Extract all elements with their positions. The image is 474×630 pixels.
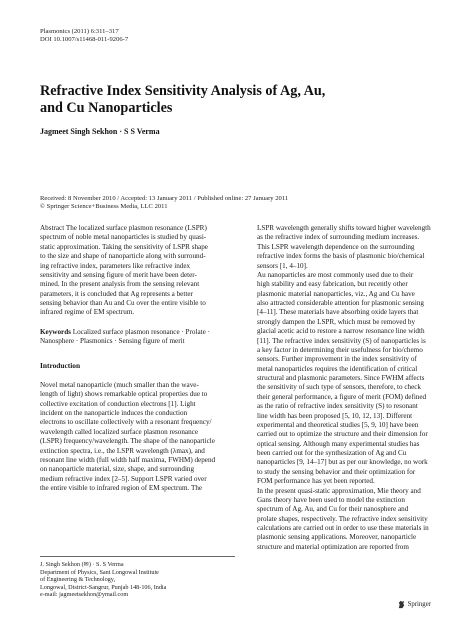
intro-line: electrons to oscillate collectively with a resonant frequency/	[40, 418, 212, 427]
body-line: been carried out for the synthesization of Ag and Cu	[257, 449, 407, 457]
body-line: as the ratio of refractive index sensitivity (S) to resonant	[257, 402, 418, 411]
body-line: FOM performance has yet been reported.	[257, 477, 375, 486]
abstract-line: spectrum of noble metal nanoparticles is studied by quasi-	[40, 233, 207, 242]
intro-line: length of light) shows remarkable optical properties due to	[40, 390, 208, 399]
intro-line: resonant line width (full width half maxima, FWHM) depend	[40, 455, 216, 464]
body-line: Au nanoparticles are most commonly used due to their	[257, 270, 414, 279]
footnote-line: J. Singh Sekhon (✉) · S. S Verma	[40, 561, 124, 568]
body-line: their general performance, a figure of merit (FOM) defined	[257, 392, 427, 401]
right-column	[257, 224, 449, 552]
keywords	[40, 328, 232, 347]
abstract-line: static approximation. Taking the sensitivity of LSPR shape	[40, 242, 208, 251]
body-line: carried out to optimize the structure and their dimension for	[257, 430, 428, 439]
body-line: [4–11]. These materials have absorbing oxide layers that	[257, 308, 419, 317]
title-line: and Cu Nanoparticles	[40, 100, 173, 116]
received-info	[40, 195, 288, 212]
body-line: [11]. The refractive index sensitivity (S) of nanoparticles is	[257, 336, 426, 345]
footnote-line: e-mail: jagmeetsekhon@ymail.com	[40, 591, 129, 599]
body-line: high stability and easy fabrication, but recently other	[257, 280, 408, 289]
body-line: optical sensing. Although many experimental studies has	[257, 439, 420, 448]
article-title	[40, 83, 370, 117]
abstract-line: Abstract The localized surface plasmon resonance (LSPR)	[40, 224, 207, 232]
body-line: sensors [1, 4–10].	[257, 261, 308, 270]
intro-line: extinction spectra, i.e., the LSPR wavelength (λmax), and	[40, 446, 205, 455]
intro-line: collective excitation of conduction electrons [1]. Light	[40, 399, 196, 408]
footnote-line: Department of Physics, Sant Longowal Institute	[40, 568, 159, 576]
keywords-line: Nanosphere · Plasmonics · Sensing figure of merit	[40, 337, 185, 346]
body-line: also attracted considerable attention for plasmonic sensing	[257, 299, 424, 307]
keywords-line	[40, 328, 232, 337]
abstract-line: infrared regime of EM spectrum.	[40, 308, 135, 317]
body-line: calculations are carried out in order to use these materials in	[257, 524, 429, 532]
body-line: prolate shapes, respectively. The refractive index sensitivity	[257, 514, 428, 523]
left-column	[40, 224, 232, 493]
section-heading: Introduction	[40, 360, 81, 370]
author-affiliation-footnote	[40, 556, 235, 599]
abstract-line: parameters, it is concluded that Ag represents a better	[40, 289, 193, 298]
keywords-text: Localized surface plasmon resonance · Prolate ·	[72, 327, 210, 336]
footnote-line: Longowal, District-Sangrur, Punjab 148-106, India	[40, 583, 167, 591]
authors: Jagmeet Singh Sekhon · S S Verma	[40, 127, 160, 136]
body-line: metal nanoparticles requires the identification of critical	[257, 364, 418, 373]
body-line: experimental and theoretical studies [5, 9, 10] have been	[257, 420, 419, 429]
history-dates: Received: 8 November 2010 / Accepted: 13 January 2011 / Published online: 27 January 2011	[40, 195, 289, 202]
abstract-line: ing refractive index, parameters like refractive index	[40, 261, 191, 270]
body-line: plasmonic sensing applications. Moreover, nanoparticle	[257, 533, 417, 542]
intro-line: on nanoparticle material, size, shape, and surrounding	[40, 465, 195, 474]
body-line: This LSPR wavelength dependence on the surrounding	[257, 242, 415, 251]
title-line: Refractive Index Sensitivity Analysis of Ag, Au,	[40, 83, 326, 99]
intro-line: Novel metal nanoparticle (much smaller than the wave-	[40, 380, 199, 389]
abstract-line: to the size and shape of nanoparticle along with surround-	[40, 252, 206, 261]
body-line: sensors. Further improvement in the index sensitivity of	[257, 355, 417, 364]
journal-citation: Plasmonics (2011) 6:311–317	[40, 28, 119, 35]
intro-line: medium refractive index [2–5]. Support LSPR varied over	[40, 474, 207, 483]
copyright-line: © Springer Science+Business Media, LLC 2011	[40, 203, 168, 211]
abstract-line: sensing behavior than Au and Cu over the entire visible to	[40, 299, 206, 307]
body-line: spectrum of Ag, Au, and Cu for their nanosphere and	[257, 505, 409, 514]
intro-line: wavelength called localized surface plasmon resonance	[40, 427, 199, 436]
publisher-name: Springer	[407, 601, 431, 608]
body-line: the sensitivity of such type of sensors, therefore, to check	[257, 383, 421, 392]
body-line: a key factor in determining their usefulness for bio/chemo	[257, 345, 423, 354]
journal-header	[40, 28, 128, 45]
intro-line: (LSPR) frequency/wavelength. The shape of the nanoparticle	[40, 437, 215, 446]
abstract	[40, 224, 232, 318]
body-line: as the refractive index of surrounding medium increases.	[257, 233, 420, 242]
publisher-logo	[397, 600, 431, 609]
body-line: nanoparticles [9, 14–17] but as per our knowledge, no work	[257, 458, 428, 467]
body-line: strongly dampen the LSPR, which must be removed by	[257, 317, 416, 326]
body-line: glacial acetic acid to restore a narrow resonance line width	[257, 327, 425, 336]
body-line: Gans theory have been used to model the extinction	[257, 495, 405, 504]
intro-paragraph	[40, 381, 232, 494]
body-line: LSPR wavelength generally shifts toward higher wavelength	[257, 224, 431, 232]
keywords-label: Keywords	[40, 327, 71, 336]
body-line: structural and plasmonic parameters. Since FWHM affects	[257, 374, 425, 382]
body-line: structure and material optimization are reported from	[257, 542, 409, 551]
springer-horse-icon	[397, 600, 406, 609]
body-line: In the present quasi-static approximation, Mie theory and	[257, 486, 421, 495]
intro-line: the entire visible to infrared region of EM spectrum. The	[40, 484, 203, 492]
abstract-line: sensitivity and sensing figure of merit have been deter-	[40, 270, 197, 279]
intro-line: incident on the nanoparticle induces the conduction	[40, 409, 188, 417]
body-line: plasmonic material nanoparticles, viz., Ag and Cu have	[257, 289, 415, 298]
body-line: line width has been proposed [5, 10, 12, 13]. Different	[257, 411, 413, 420]
doi-line: DOI 10.1007/s11468-011-9206-7	[40, 36, 129, 44]
footnote-line: of Engineering & Technology,	[40, 576, 116, 584]
abstract-line: mined. In the present analysis from the sensing relevant	[40, 280, 200, 289]
body-line: refractive index forms the basis of plasmonic bio/chemical	[257, 252, 425, 261]
body-line: to study the sensing behavior and their optimization for	[257, 467, 416, 476]
